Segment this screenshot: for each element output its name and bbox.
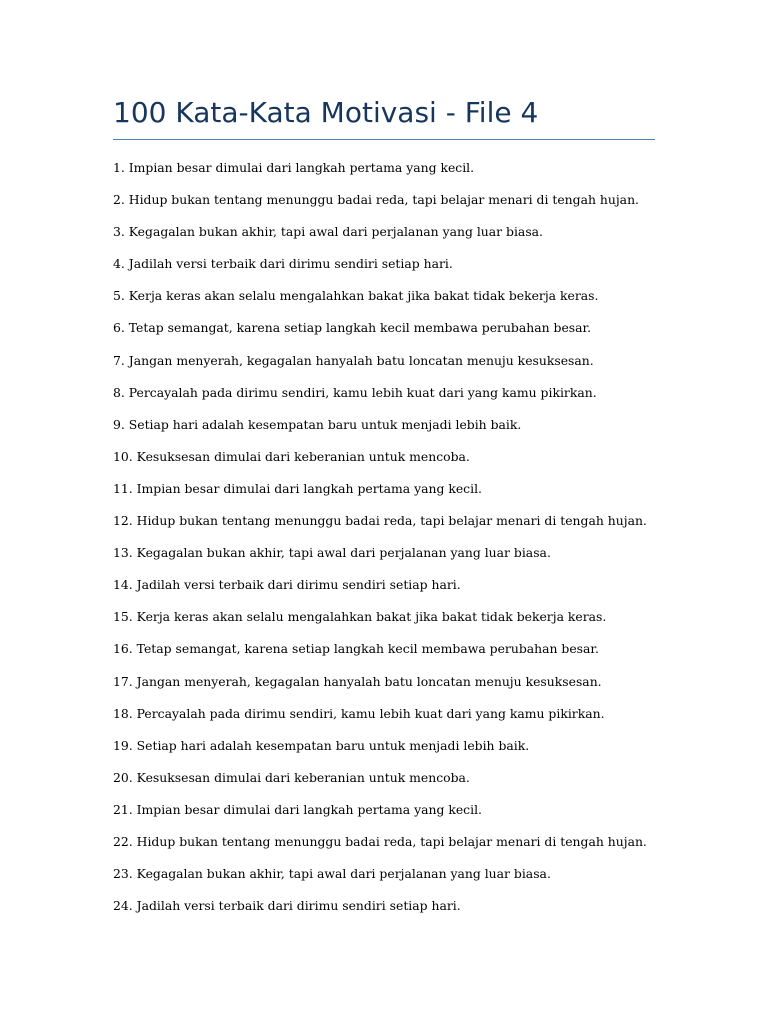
quote-item: 17. Jangan menyerah, kegagalan hanyalah batu loncatan menuju kesuksesan. [113,673,602,689]
quote-item: 19. Setiap hari adalah kesempatan baru untuk menjadi lebih baik. [113,737,530,753]
quote-item: 7. Jangan menyerah, kegagalan hanyalah batu loncatan menuju kesuksesan. [113,352,594,368]
quote-item: 14. Jadilah versi terbaik dari dirimu sendiri setiap hari. [113,577,461,593]
quote-item: 24. Jadilah versi terbaik dari dirimu sendiri setiap hari. [113,898,461,914]
quote-item: 23. Kegagalan bukan akhir, tapi awal dari perjalanan yang luar biasa. [113,866,551,882]
quote-item: 8. Percayalah pada dirimu sendiri, kamu lebih kuat dari yang kamu pikirkan. [113,384,597,400]
quote-item: 2. Hidup bukan tentang menunggu badai reda, tapi belajar menari di tengah hujan. [113,192,639,208]
quote-item: 12. Hidup bukan tentang menunggu badai reda, tapi belajar menari di tengah hujan. [113,513,647,529]
quote-item: 4. Jadilah versi terbaik dari dirimu sendiri setiap hari. [113,256,453,272]
title-underline [113,139,655,140]
quote-item: 13. Kegagalan bukan akhir, tapi awal dari perjalanan yang luar biasa. [113,545,551,561]
quote-item: 20. Kesuksesan dimulai dari keberanian untuk mencoba. [113,769,470,785]
quote-item: 21. Impian besar dimulai dari langkah pertama yang kecil. [113,801,482,817]
quote-item: 3. Kegagalan bukan akhir, tapi awal dari perjalanan yang luar biasa. [113,224,543,240]
quote-item: 10. Kesuksesan dimulai dari keberanian untuk mencoba. [113,448,470,464]
quote-item: 9. Setiap hari adalah kesempatan baru untuk menjadi lebih baik. [113,416,522,432]
quote-item: 18. Percayalah pada dirimu sendiri, kamu lebih kuat dari yang kamu pikirkan. [113,705,605,721]
quote-item: 6. Tetap semangat, karena setiap langkah kecil membawa perubahan besar. [113,320,592,336]
quote-item: 11. Impian besar dimulai dari langkah pertama yang kecil. [113,480,482,496]
quote-item: 1. Impian besar dimulai dari langkah pertama yang kecil. [113,160,475,175]
quote-item: 16. Tetap semangat, karena setiap langkah kecil membawa perubahan besar. [113,641,599,657]
quote-list [113,158,647,928]
quote-item: 22. Hidup bukan tentang menunggu badai reda, tapi belajar menari di tengah hujan. [113,833,647,849]
quote-item: 15. Kerja keras akan selalu mengalahkan bakat jika bakat tidak bekerja keras. [113,609,607,625]
quote-item: 5. Kerja keras akan selalu mengalahkan bakat jika bakat tidak bekerja keras. [113,288,599,304]
document-title: 100 Kata-Kata Motivasi - File 4 [113,96,539,129]
